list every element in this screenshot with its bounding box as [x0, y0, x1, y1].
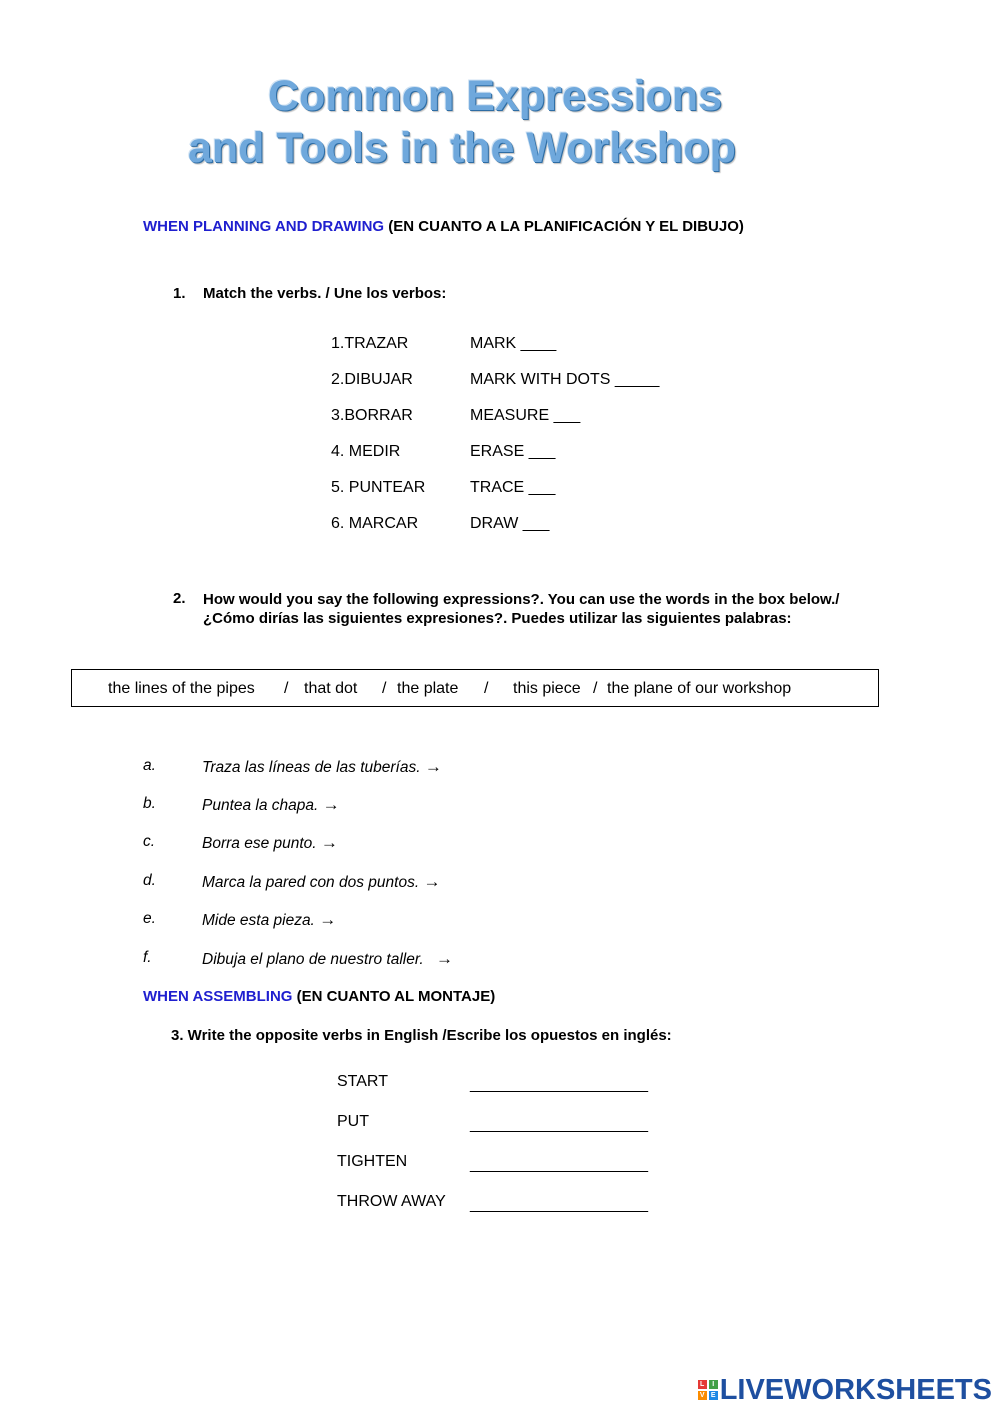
- question-1-text: Match the verbs. / Une los verbos:: [203, 285, 447, 302]
- logo-grid-icon: [698, 1380, 718, 1400]
- match-left-item: 3.BORRAR: [331, 407, 413, 424]
- word-separator: /: [284, 680, 289, 697]
- title-line-1: Common Expressions: [268, 72, 722, 120]
- answer-blank[interactable]: ____________________: [470, 1196, 648, 1213]
- match-right-item[interactable]: MARK WITH DOTS _____: [470, 371, 660, 388]
- item-text: Dibuja el plano de nuestro taller.: [202, 951, 424, 968]
- match-left-item: 6. MARCAR: [331, 515, 419, 532]
- answer-blank[interactable]: ____________________: [470, 1076, 648, 1093]
- verb-label: START: [337, 1073, 388, 1090]
- arrow-right-icon: →: [424, 757, 442, 776]
- item-letter: f.: [143, 949, 152, 966]
- word-option: that dot: [304, 680, 358, 697]
- item-letter: e.: [143, 910, 156, 927]
- question-2-text: How would you say the following expressions?. You can use the words in the box below./ ¿Cómo dirías las siguientes expresiones?. Puedes utilizar las siguientes palabras:: [203, 591, 840, 627]
- item-text: Traza las líneas de las tuberías.: [202, 759, 421, 776]
- word-separator: /: [382, 680, 387, 697]
- item-letter: a.: [143, 757, 156, 774]
- item-text: Mide esta pieza.: [202, 912, 315, 929]
- logo-cell: L: [698, 1380, 707, 1389]
- item-text: Borra ese punto.: [202, 835, 317, 852]
- answer-blank[interactable]: ____________________: [470, 1156, 648, 1173]
- match-right-item[interactable]: TRACE ___: [470, 479, 556, 496]
- liveworksheets-logo: [698, 1373, 992, 1407]
- arrow-right-icon: →: [423, 872, 441, 891]
- verb-label: PUT: [337, 1113, 369, 1130]
- arrow-right-icon: →: [322, 795, 340, 814]
- match-right-item[interactable]: MARK ____: [470, 335, 557, 352]
- translation-item: [202, 795, 340, 815]
- question-1-number: 1.: [173, 285, 186, 302]
- match-right-item[interactable]: DRAW ___: [470, 515, 550, 532]
- arrow-right-icon: →: [320, 833, 338, 852]
- match-left-item: 4. MEDIR: [331, 443, 401, 460]
- item-letter: c.: [143, 833, 156, 850]
- match-left-item: 5. PUNTEAR: [331, 479, 426, 496]
- question-3-text: 3. Write the opposite verbs in English /Escribe los opuestos en inglés:: [171, 1027, 672, 1044]
- verb-label: TIGHTEN: [337, 1153, 408, 1170]
- arrow-right-icon: →: [319, 910, 337, 929]
- translation-item: [202, 872, 440, 892]
- section-assembling-es: (EN CUANTO AL MONTAJE): [296, 988, 496, 1005]
- item-text: Marca la pared con dos puntos.: [202, 874, 420, 891]
- section-planning-es: (EN CUANTO A LA PLANIFICACIÓN Y EL DIBUJO): [388, 218, 744, 235]
- translation-item: [202, 949, 453, 969]
- item-letter: d.: [143, 872, 156, 889]
- title-line-2: and Tools in the Workshop: [188, 124, 736, 172]
- word-option: the plane of our workshop: [607, 680, 792, 697]
- match-right-item[interactable]: ERASE ___: [470, 443, 556, 460]
- match-left-item: 1.TRAZAR: [331, 335, 409, 352]
- item-letter: b.: [143, 795, 156, 812]
- logo-text: LIVEWORKSHEETS: [719, 1373, 992, 1406]
- verb-label: THROW AWAY: [337, 1193, 446, 1210]
- word-option: the plate: [397, 680, 459, 697]
- section-planning-en: WHEN PLANNING AND DRAWING: [143, 218, 385, 235]
- word-box: [71, 669, 879, 707]
- item-text: Puntea la chapa.: [202, 797, 319, 814]
- logo-cell: V: [698, 1391, 707, 1400]
- question-2-number: 2.: [173, 590, 186, 607]
- answer-blank[interactable]: ____________________: [470, 1116, 648, 1133]
- translation-item: [202, 833, 338, 853]
- word-separator: /: [484, 680, 489, 697]
- word-separator: /: [593, 680, 598, 697]
- arrow-right-icon: →: [436, 949, 454, 968]
- section-assembling-heading: [143, 988, 495, 1005]
- section-planning-heading: [143, 218, 744, 235]
- translation-item: [202, 910, 336, 930]
- match-left-item: 2.DIBUJAR: [331, 371, 413, 388]
- logo-cell: E: [709, 1391, 718, 1400]
- word-option: the lines of the pipes: [108, 680, 255, 697]
- logo-cell: I: [709, 1380, 718, 1389]
- word-option: this piece: [513, 680, 581, 697]
- translation-item: [202, 757, 442, 777]
- section-assembling-en: WHEN ASSEMBLING: [143, 988, 293, 1005]
- match-right-item[interactable]: MEASURE ___: [470, 407, 581, 424]
